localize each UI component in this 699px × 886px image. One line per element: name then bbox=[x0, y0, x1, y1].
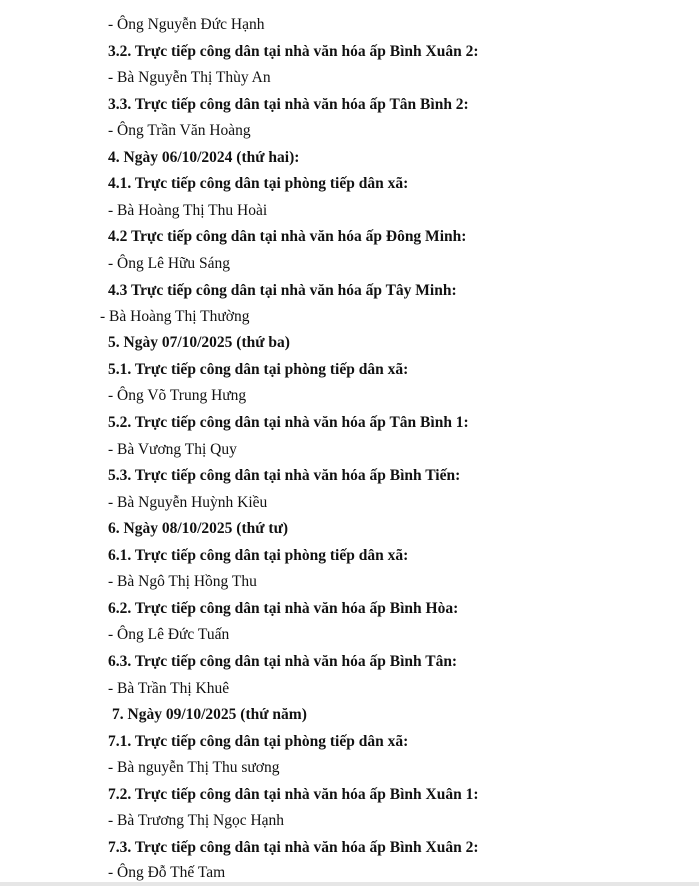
person-line: - Ông Đỗ Thế Tam bbox=[108, 864, 226, 881]
section-heading: 4.1. Trực tiếp công dân tại phòng tiếp dân xã: bbox=[108, 175, 409, 192]
date-heading: 6. Ngày 08/10/2025 (thứ tư) bbox=[108, 520, 289, 537]
section-heading: 6.1. Trực tiếp công dân tại phòng tiếp dân xã: bbox=[108, 547, 409, 564]
section-heading: 3.2. Trực tiếp công dân tại nhà văn hóa ấp Bình Xuân 2: bbox=[108, 43, 479, 60]
section-heading: 5.2. Trực tiếp công dân tại nhà văn hóa ấp Tân Bình 1: bbox=[108, 414, 469, 431]
section-heading: 7.3. Trực tiếp công dân tại nhà văn hóa ấp Bình Xuân 2: bbox=[108, 839, 479, 856]
section-heading: 7.1. Trực tiếp công dân tại phòng tiếp dân xã: bbox=[108, 733, 409, 750]
person-line: - Bà Trần Thị Khuê bbox=[108, 680, 230, 697]
person-line: - Bà Hoàng Thị Thu Hoài bbox=[108, 202, 268, 219]
date-heading: 4. Ngày 06/10/2024 (thứ hai): bbox=[108, 149, 300, 166]
person-line: - Bà Hoàng Thị Thường bbox=[100, 308, 250, 325]
section-heading: 5.3. Trực tiếp công dân tại nhà văn hóa ấp Bình Tiến: bbox=[108, 467, 461, 484]
person-line: - Ông Lê Hữu Sáng bbox=[108, 255, 231, 272]
person-line: - Bà nguyễn Thị Thu sương bbox=[108, 759, 280, 776]
date-heading: 5. Ngày 07/10/2025 (thứ ba) bbox=[108, 334, 290, 351]
person-line: - Ông Trần Văn Hoàng bbox=[108, 122, 251, 139]
person-line: - Bà Nguyễn Huỳnh Kiều bbox=[108, 494, 268, 511]
person-line: - Bà Vương Thị Quy bbox=[108, 441, 237, 458]
section-heading: 6.2. Trực tiếp công dân tại nhà văn hóa ấp Bình Hòa: bbox=[108, 600, 459, 617]
section-heading: 3.3. Trực tiếp công dân tại nhà văn hóa ấp Tân Bình 2: bbox=[108, 96, 469, 113]
section-heading: 4.2 Trực tiếp công dân tại nhà văn hóa ấp Đông Minh: bbox=[108, 228, 467, 245]
section-heading: 5.1. Trực tiếp công dân tại phòng tiếp dân xã: bbox=[108, 361, 409, 378]
person-line: - Ông Võ Trung Hưng bbox=[108, 387, 247, 404]
person-line: - Bà Nguyễn Thị Thùy An bbox=[108, 69, 271, 86]
person-line: - Ông Lê Đức Tuấn bbox=[108, 626, 230, 643]
section-heading: 4.3 Trực tiếp công dân tại nhà văn hóa ấp Tây Minh: bbox=[108, 282, 457, 299]
date-heading: 7. Ngày 09/10/2025 (thứ năm) bbox=[112, 706, 307, 723]
section-heading: 7.2. Trực tiếp công dân tại nhà văn hóa ấp Bình Xuân 1: bbox=[108, 786, 479, 803]
page-bottom-edge bbox=[0, 882, 699, 886]
person-line: - Bà Trương Thị Ngọc Hạnh bbox=[108, 812, 285, 829]
section-heading: 6.3. Trực tiếp công dân tại nhà văn hóa ấp Bình Tân: bbox=[108, 653, 458, 670]
person-line: - Bà Ngô Thị Hồng Thu bbox=[108, 573, 257, 590]
person-line: - Ông Nguyễn Đức Hạnh bbox=[108, 16, 265, 33]
